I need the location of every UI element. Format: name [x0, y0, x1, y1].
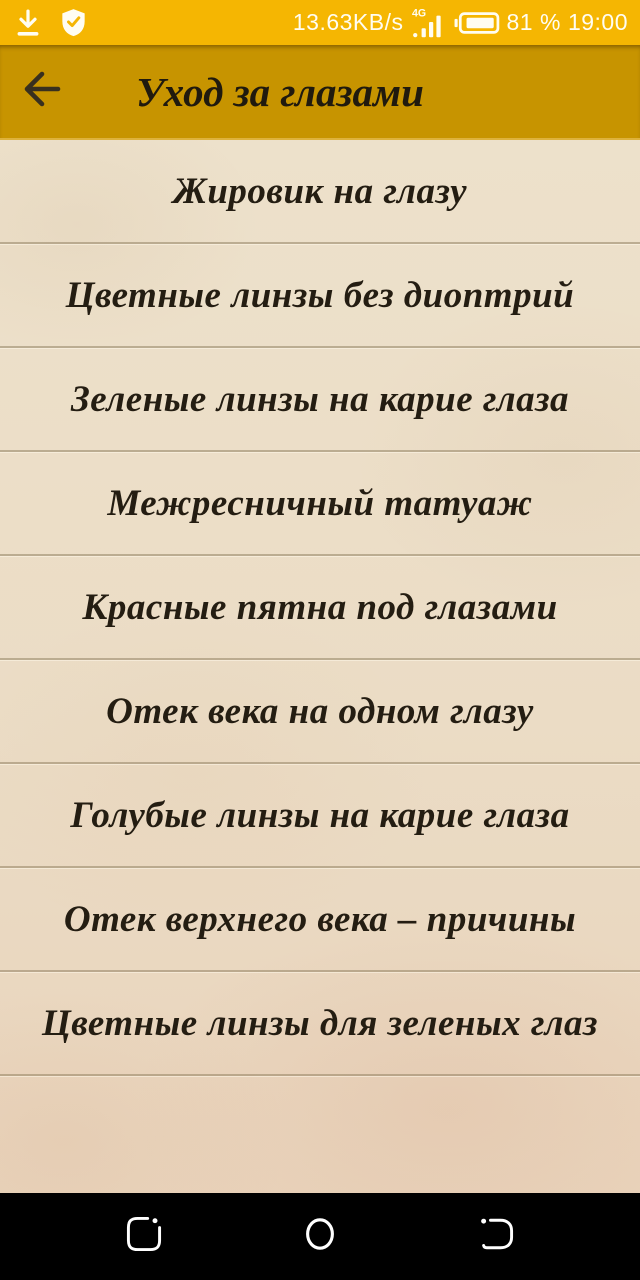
- home-icon: [298, 1212, 342, 1261]
- page-title: Уход за глазами: [136, 68, 424, 115]
- list-item[interactable]: [0, 244, 640, 348]
- shield-check-icon: [60, 8, 87, 37]
- recents-button[interactable]: [118, 1211, 170, 1263]
- home-button[interactable]: [294, 1211, 346, 1263]
- list-item-label: Зеленые линзы на карие глаза: [70, 378, 570, 420]
- status-bar: [0, 0, 640, 45]
- list-item-label: Отек верхнего века – причины: [63, 898, 577, 940]
- list-item-label: Красные пятна под глазами: [82, 586, 558, 628]
- list-item[interactable]: [0, 140, 640, 244]
- download-arrow-icon: [16, 9, 40, 37]
- list-item[interactable]: [0, 556, 640, 660]
- list-item-label: Голубые линзы на карие глаза: [70, 794, 570, 836]
- list-item[interactable]: [0, 764, 640, 868]
- list-item-label: Межресничный татуаж: [107, 482, 533, 524]
- svg-text:4G: 4G: [411, 7, 426, 20]
- list-item-label: Жировик на глазу: [172, 170, 468, 212]
- back-nav-icon: [474, 1212, 518, 1261]
- battery-icon: [454, 10, 500, 36]
- back-arrow-icon: [16, 65, 64, 118]
- back-button[interactable]: [0, 44, 64, 139]
- battery-percent: 81 %: [506, 9, 561, 35]
- list-item-label: Отек века на одном глазу: [106, 690, 534, 732]
- list-item[interactable]: [0, 868, 640, 972]
- list-item-label: Цветные линзы без диоптрий: [65, 274, 575, 316]
- back-nav-button[interactable]: [470, 1211, 522, 1263]
- navigation-bar: [0, 1193, 640, 1280]
- status-time: 19:00: [567, 9, 628, 35]
- recents-icon: [122, 1212, 166, 1261]
- list-item[interactable]: [0, 660, 640, 764]
- list-item-label: Цветные линзы для зеленых глаз: [42, 1002, 598, 1044]
- network-speed: 13.63KB/s: [292, 9, 404, 35]
- list-item[interactable]: [0, 972, 640, 1076]
- signal-icon: [411, 7, 447, 39]
- article-list: [0, 140, 640, 1193]
- list-item[interactable]: [0, 452, 640, 556]
- list-item[interactable]: [0, 348, 640, 452]
- app-bar: [0, 45, 640, 140]
